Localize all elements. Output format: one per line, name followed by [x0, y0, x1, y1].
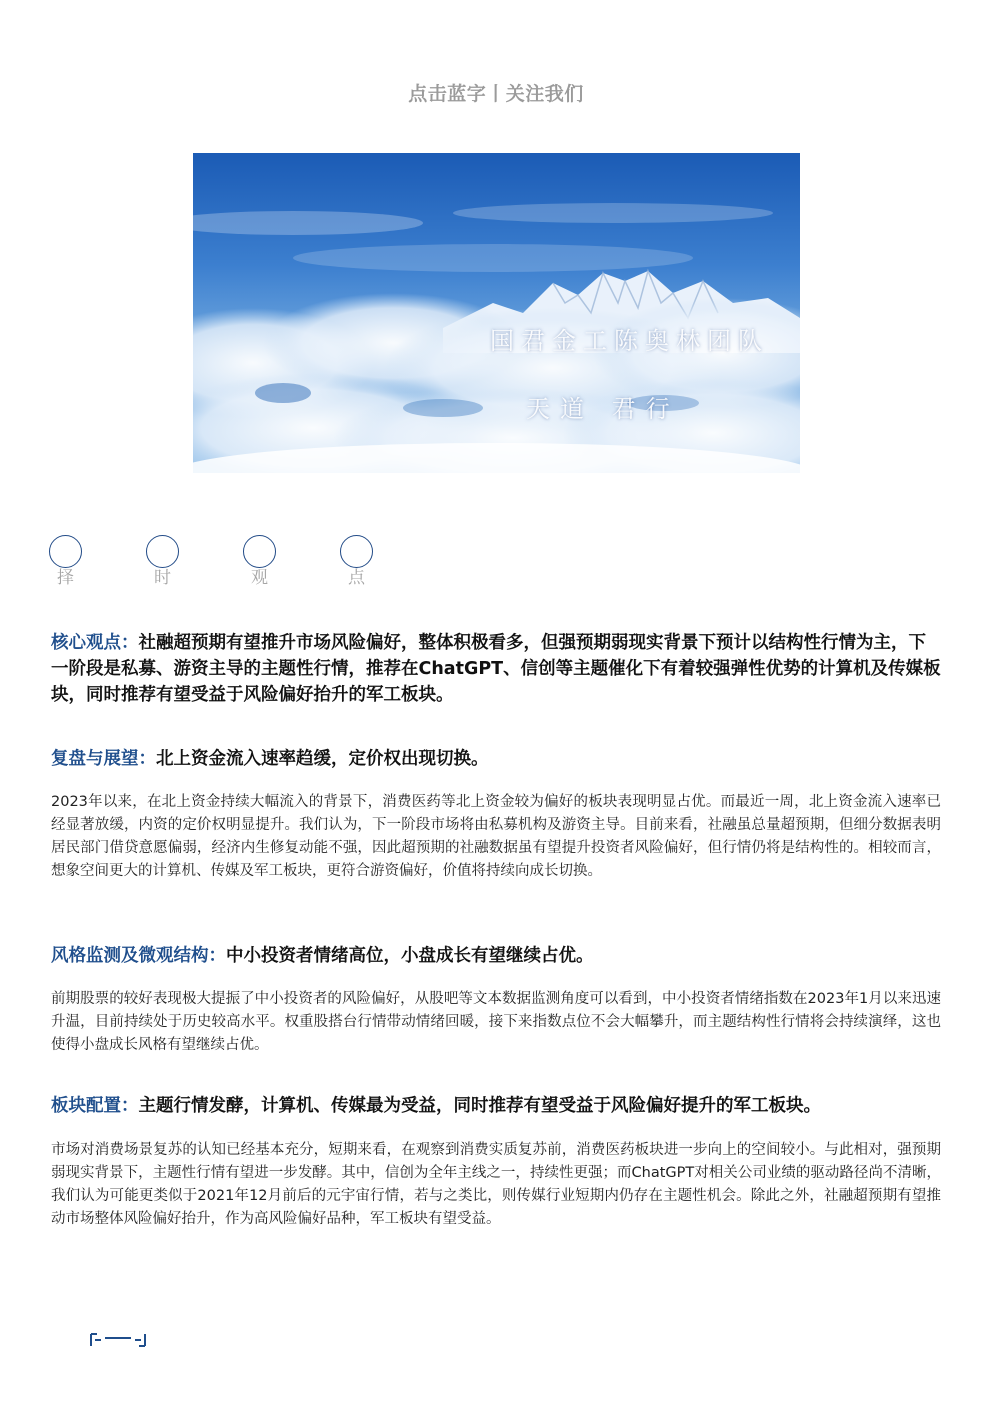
hero-banner-image [193, 153, 800, 473]
section-lead: 复盘与展望： [51, 749, 156, 769]
follow-us-banner[interactable]: 点击蓝字丨关注我们 [408, 83, 584, 105]
label-char-4: 点 [348, 568, 365, 588]
sector-allocation-heading [51, 1093, 941, 1119]
section-title: 社融超预期有望推升市场风险偏好，整体积极看多，但强预期弱现实背景下预计以结构性行情为主，下一阶段是私募、游资主导的主题性行情，推荐在ChatGPT、信创等主题催化下有着较强弹性优势的计算机及传媒板块，同时推荐有望受益于风险偏好抬升的军工板块。 [51, 633, 941, 705]
label-char-1: 择 [57, 568, 74, 588]
review-outlook-paragraph: 2023年以来，在北上资金持续大幅流入的背景下，消费医药等北上资金较为偏好的板块表现明显占优。而最近一周，北上资金流入速率已经显著放缓，内资的定价权明显提升。我们认为，下一阶段市场将由私募机构及游资主导。目前来看，社融虽总量超预期，但细分数据表明居民部门借贷意愿偏弱，经济内生修复动能不强，因此超预期的社融数据虽有望提升投资者风险偏好，但行情仍将是结构性的。相较而言，想象空间更大的计算机、传媒及军工板块，更符合游资偏好，价值将持续向成长切换。 [51, 794, 941, 879]
section-title: 北上资金流入速率趋缓，定价权出现切换。 [156, 749, 489, 769]
section-lead: 风格监测及微观结构： [51, 946, 226, 966]
core-view-heading [51, 630, 941, 708]
banner-team-name: 国君金工陈奥林团队 [490, 327, 769, 355]
style-monitoring-heading [51, 943, 941, 969]
style-monitoring-paragraph: 前期股票的较好表现极大提振了中小投资者的风险偏好，从股吧等文本数据监测角度可以看到，中小投资者情绪指数在2023年1月以来迅速升温，目前持续处于历史较高水平。权重股搭台行情带动情绪回暖，接下来指数点位不会大幅攀升，而主题结构性行情将会持续演绎，这也使得小盘成长风格有望继续占优。 [51, 991, 941, 1053]
mountain-sky-illustration [193, 153, 800, 473]
label-char-2: 时 [154, 568, 171, 588]
section-title: 主题行情发酵，计算机、传媒最为受益，同时推荐有望受益于风险偏好提升的军工板块。 [138, 1096, 821, 1116]
banner-motto: 天道 君行 [526, 395, 680, 423]
section-lead: 板块配置： [51, 1096, 139, 1116]
section-title: 中小投资者情绪高位，小盘成长有望继续占优。 [226, 946, 594, 966]
section-lead: 核心观点： [51, 633, 139, 653]
timing-view-label-group [49, 535, 389, 588]
footer-divider-ornament-icon [89, 1330, 147, 1352]
label-char-3: 观 [251, 568, 268, 588]
review-outlook-heading [51, 746, 941, 772]
sector-allocation-paragraph: 市场对消费场景复苏的认知已经基本充分，短期来看，在观察到消费实质复苏前，消费医药板块进一步向上的空间较小。与此相对，强预期弱现实背景下，主题性行情有望进一步发酵。其中，信创为全年主线之一，持续性更强；而ChatGPT对相关公司业绩的驱动路径尚不清晰，我们认为可能更类似于2021年12月前后的元宇宙行情，若与之类比，则传媒行业短期内仍存在主题性机会。除此之外，社融超预期有望推动市场整体风险偏好抬升，作为高风险偏好品种，军工板块有望受益。 [51, 1142, 941, 1227]
